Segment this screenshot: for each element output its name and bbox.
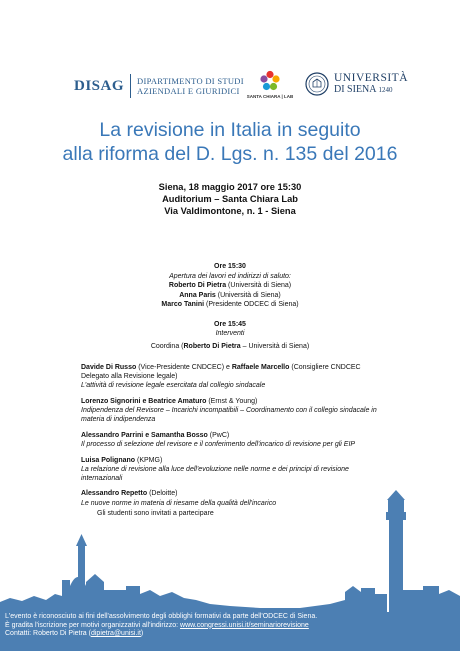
speaker-item [81, 397, 381, 425]
disag-mark: DISAG [74, 77, 125, 94]
speaker-header [81, 456, 381, 465]
greeter-role: (Presidente ODCEC di Siena) [204, 301, 299, 309]
speaker-item [81, 431, 381, 449]
santa-chiara-lab-logo [245, 70, 295, 99]
students-note: Gli studenti sono invitati a partecipare [97, 510, 214, 517]
speaker-name: Alessandro Repetto [81, 490, 148, 498]
page-title [0, 118, 460, 166]
speaker-topic: Indipendenza del Revisore – Incarichi incompatibili – Coordinamento con il collegio sindacale in materia di indipendenza [81, 407, 377, 424]
speaker-conjunction: e [225, 364, 232, 371]
speaker-name-2: Raffaele Marcello [231, 364, 290, 371]
unisi-logo [305, 72, 408, 96]
unisi-seal-icon [305, 72, 329, 96]
greeter-row [0, 291, 460, 301]
logo-divider [130, 74, 131, 98]
speaker-role-2: (Consigliere CNDCEC Delegato alla Revisione legale) [81, 364, 361, 381]
disag-line-2: AZIENDALI E GIURIDICI [137, 86, 240, 96]
speaker-header [81, 363, 381, 381]
event-place: Auditorium – Santa Chiara Lab [162, 194, 298, 205]
disag-line-1: DIPARTIMENTO DI STUDI [137, 76, 244, 86]
disag-logo [74, 74, 244, 98]
footer-registration [5, 622, 457, 631]
greeter-row [0, 300, 460, 310]
speaker-name: Alessandro Parrini e Samantha Bosso [81, 431, 208, 439]
greeter-name: Marco Tanini [161, 301, 205, 309]
coord-suffix: – Università di Siena) [240, 343, 310, 350]
contacts-suffix: ) [140, 630, 144, 638]
footer-accreditation: L'evento è riconosciuto ai fini dell'assolvimento degli obblighi formativi da parte dell'ODCEC di Siena. [5, 613, 318, 620]
speaker-topic: Le nuove norme in materia di riesame della qualità dell'incarico [81, 499, 277, 507]
title-line-2: alla riforma del D. Lgs. n. 135 del 2016 [62, 143, 398, 165]
speaker-item [81, 363, 381, 391]
speaker-role: (Deloitte) [147, 490, 178, 498]
title-line-1: La revisione in Italia in seguito [99, 119, 361, 141]
speaker-topic: La relazione di revisione alla luce dell'evoluzione nelle norme e dei principi di revisione internazionali [81, 465, 349, 482]
unisi-line-1: UNIVERSITÀ [334, 72, 408, 84]
footer-contacts [5, 630, 457, 639]
event-venue [0, 181, 460, 218]
speaker-role: (Vice-Presidente CNDCEC) [136, 364, 226, 371]
footer-notes [5, 613, 457, 639]
unisi-line-2 [334, 84, 408, 96]
speaker-topic: Il processo di selezione del revisore e il conferimento dell'incarico di revisione per gli EIP [81, 441, 356, 449]
greeter-role: (Università di Siena) [226, 282, 292, 290]
contact-email-link[interactable]: dipietra@unisi.it [90, 630, 141, 638]
contacts-prefix: Contatti: Roberto Di Pietra ( [5, 630, 91, 638]
santa-chiara-lab-text: SANTA CHIARA | LAB [246, 94, 294, 99]
santa-chiara-flower-icon [259, 70, 281, 92]
speaker-role: (PwC) [207, 431, 230, 439]
speaker-header [81, 397, 381, 406]
speaker-name: Davide Di Russo [81, 364, 137, 371]
logo-row [0, 70, 460, 106]
speaker-topic: L'attività di revisione legale esercitata dal collegio sindacale [81, 382, 266, 390]
opening-subtitle: Apertura dei lavori ed indirizzi di saluto: [169, 272, 291, 280]
siena-skyline-illustration [0, 490, 460, 617]
session-time: Ore 15:45 [214, 320, 246, 328]
session-label: Interventi [215, 330, 245, 338]
coord-prefix: Coordina ( [150, 343, 184, 350]
speaker-name: Lorenzo Signorini e Beatrice Amaturo [81, 397, 207, 405]
speaker-role: (Ernst & Young) [206, 397, 258, 405]
registration-prefix: È gradita l'iscrizione per motivi organizzativi all'indirizzo: [5, 621, 181, 629]
speaker-name: Luisa Polignano [81, 456, 136, 464]
coordinator-line [0, 343, 460, 350]
greeter-name: Anna Paris [179, 291, 216, 299]
speaker-item [81, 456, 381, 484]
event-address: Via Valdimontone, n. 1 - Siena [164, 206, 296, 217]
opening-section [0, 262, 460, 339]
speaker-header [81, 431, 381, 440]
greeter-name: Roberto Di Pietra [168, 282, 227, 290]
registration-link[interactable]: www.congressi.unisi.it/seminariorevisione [180, 621, 309, 629]
unisi-year: 1240 [378, 86, 393, 94]
unisi-name [334, 72, 408, 96]
event-date: Siena, 18 maggio 2017 ore 15:30 [158, 182, 302, 192]
opening-time: Ore 15:30 [214, 263, 246, 270]
speaker-role: (KPMG) [135, 456, 163, 464]
unisi-city: DI SIENA [334, 84, 376, 95]
disag-department-name [137, 76, 244, 96]
greeter-role: (Università di Siena) [215, 291, 281, 299]
coord-name: Roberto Di Pietra [183, 343, 241, 350]
greeter-row [0, 281, 460, 291]
